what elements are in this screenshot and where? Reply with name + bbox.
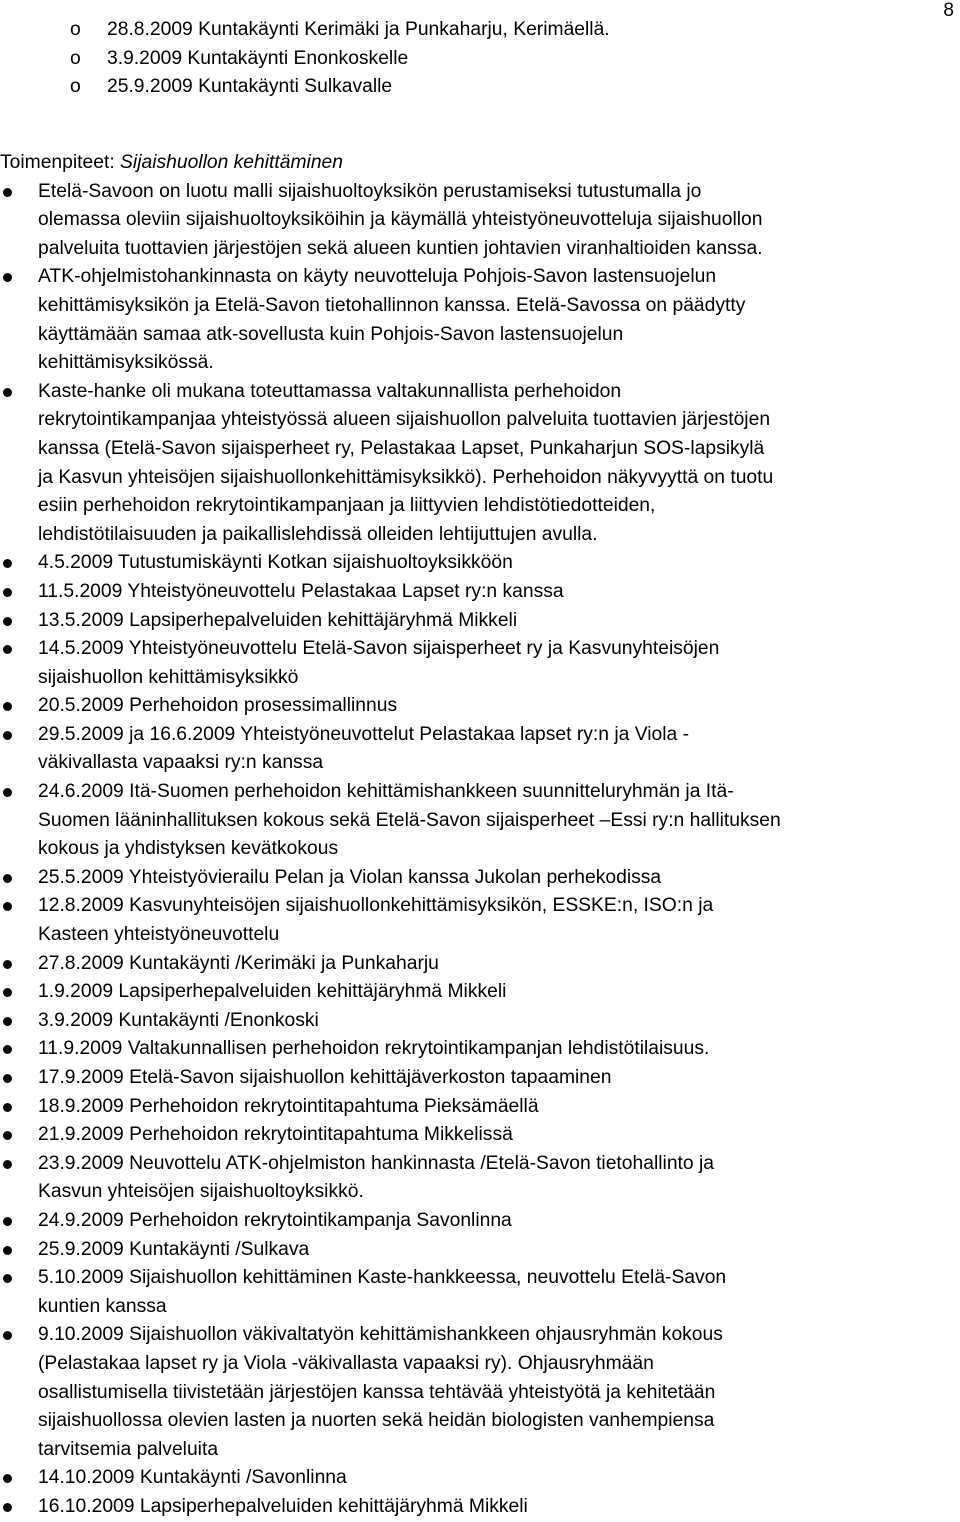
bullet-dot-icon	[3, 1131, 12, 1140]
bullet-item	[0, 778, 955, 864]
bullet-dot-icon	[3, 388, 12, 397]
bullet-dot-icon	[3, 617, 12, 626]
bullet-dot-icon	[3, 1103, 12, 1112]
bullet-text-line: käyttämään samaa atk-sovellusta kuin Pohjois-Savon lastensuojelun	[38, 323, 624, 345]
bullet-item	[0, 549, 955, 578]
sub-item	[70, 45, 930, 74]
bullet-item	[0, 721, 955, 778]
bullet-item	[0, 378, 955, 550]
bullet-text-line: 11.5.2009 Yhteistyöneuvottelu Pelastakaa Lapset ry:n kanssa	[38, 580, 564, 602]
bullet-item	[0, 1150, 955, 1207]
bullet-item	[0, 978, 955, 1007]
bullet-text-line: Etelä-Savoon on luotu malli sijaishuoltoyksikön perustamiseksi tutustumalla jo	[38, 180, 702, 202]
bullet-text-line: palveluita tuottavien järjestöjen sekä alueen kuntien johtavien viranhaltioiden kanssa.	[38, 237, 763, 259]
bullet-dot-icon	[3, 1474, 12, 1483]
bullet-text-line: 5.10.2009 Sijaishuollon kehittäminen Kaste-hankkeessa, neuvottelu Etelä-Savon	[38, 1267, 727, 1289]
page-number: 8	[943, 0, 954, 21]
bullet-text-line: rekrytointikampanjaa yhteistyössä alueen sijaishuollon palveluita tuottavien järjestöjen	[38, 409, 771, 431]
bullet-item	[0, 1121, 955, 1150]
bullet-text-line: (Pelastakaa lapset ry ja Viola -väkivallasta vapaaksi ry). Ohjausryhmään	[38, 1352, 654, 1374]
bullet-item	[0, 1264, 955, 1321]
bullet-text-line: 24.9.2009 Perhehoidon rekrytointikampanja Savonlinna	[38, 1209, 512, 1231]
bullet-dot-icon	[3, 1246, 12, 1255]
bullet-text-line: Kasteen yhteistyöneuvottelu	[38, 924, 280, 946]
bullet-text-line: 11.9.2009 Valtakunnallisen perhehoidon rekrytointikampanjan lehdistötilaisuus.	[38, 1038, 710, 1060]
bullet-text-line: 14.5.2009 Yhteistyöneuvottelu Etelä-Savon sijaisperheet ry ja Kasvunyhteisöjen	[38, 638, 720, 660]
sub-item-marker: o	[70, 19, 81, 40]
bullet-text-line: ja Kasvun yhteisöjen sijaishuollonkehittämisyksikkö). Perhehoidon näkyvyyttä on tuotu	[38, 466, 774, 488]
bullet-text-line: 18.9.2009 Perhehoidon rekrytointitapahtuma Pieksämäellä	[38, 1095, 539, 1117]
bullet-item	[0, 1093, 955, 1122]
bullet-text-line: kokous ja yhdistyksen kevätkokous	[38, 838, 339, 860]
bullet-item	[0, 892, 955, 949]
bullet-text-line: 27.8.2009 Kuntakäynti /Kerimäki ja Punkaharju	[38, 952, 439, 974]
bullet-text-line: 13.5.2009 Lapsiperhepalveluiden kehittäjäryhmä Mikkeli	[38, 609, 518, 631]
bullet-dot-icon	[3, 731, 12, 740]
bullet-text-line: 14.10.2009 Kuntakäynti /Savonlinna	[38, 1467, 347, 1489]
bullet-text-line: sijaishuollon kehittämisyksikkö	[38, 666, 299, 688]
bullet-dot-icon	[3, 960, 12, 969]
bullet-item	[0, 1321, 955, 1464]
sub-item-text: 3.9.2009 Kuntakäynti Enonkoskelle	[107, 47, 409, 69]
bullet-dot-icon	[3, 188, 12, 197]
bullet-dot-icon	[3, 874, 12, 883]
sub-item-list	[70, 16, 930, 102]
bullet-item	[0, 950, 955, 979]
bullet-list	[0, 178, 955, 1522]
bullet-text-line: osallistumisella tiivistetään järjestöjen kanssa tehtävää yhteistyötä ja kehitetään	[38, 1381, 716, 1403]
sub-item	[70, 73, 930, 102]
bullet-dot-icon	[3, 1503, 12, 1512]
bullet-item	[0, 864, 955, 893]
bullet-dot-icon	[3, 273, 12, 282]
bullet-dot-icon	[3, 1217, 12, 1226]
bullet-text-line: sijaishuollossa olevien lasten ja nuorten sekä heidän biologisten vanhempiensa	[38, 1410, 715, 1432]
bullet-text-line: 20.5.2009 Perhehoidon prosessimallinnus	[38, 695, 398, 717]
bullet-dot-icon	[3, 559, 12, 568]
bullet-item	[0, 692, 955, 721]
bullet-text-line: 4.5.2009 Tutustumiskäynti Kotkan sijaishuoltoyksikköön	[38, 552, 513, 574]
bullet-text-line: 12.8.2009 Kasvunyhteisöjen sijaishuollonkehittämisyksikön, ESSKE:n, ISO:n ja	[38, 895, 714, 917]
bullet-dot-icon	[3, 1017, 12, 1026]
sub-item-text: 28.8.2009 Kuntakäynti Kerimäki ja Punkaharju, Kerimäellä.	[107, 19, 610, 40]
bullet-item	[0, 1236, 955, 1265]
bullet-text-line: 17.9.2009 Etelä-Savon sijaishuollon kehittäjäverkoston tapaaminen	[38, 1067, 612, 1088]
bullet-item	[0, 1207, 955, 1236]
bullet-text-line: 3.9.2009 Kuntakäynti /Enonkoski	[38, 1009, 319, 1031]
heading-label: Toimenpiteet:	[0, 152, 121, 173]
bullet-text-line: kuntien kanssa	[38, 1295, 167, 1317]
bullet-item	[0, 1464, 955, 1493]
bullet-text-line: 25.9.2009 Kuntakäynti /Sulkava	[38, 1238, 310, 1260]
bullet-dot-icon	[3, 1331, 12, 1340]
bullet-dot-icon	[3, 1074, 12, 1083]
bullet-item	[0, 1035, 955, 1064]
bullet-dot-icon	[3, 1274, 12, 1283]
measures-section	[0, 149, 955, 1522]
sub-item-marker: o	[70, 76, 81, 98]
bullet-dot-icon	[3, 1045, 12, 1054]
bullet-item	[0, 1064, 955, 1093]
bullet-item	[0, 607, 955, 636]
bullet-text-line: kehittämisyksikön ja Etelä-Savon tietohallinnon kanssa. Etelä-Savossa on päädytty	[38, 294, 746, 316]
heading-topic: Sijaishuollon kehittäminen	[120, 152, 343, 173]
sub-item-text: 25.9.2009 Kuntakäynti Sulkavalle	[107, 76, 393, 98]
bullet-item	[0, 578, 955, 607]
bullet-text-line: 29.5.2009 ja 16.6.2009 Yhteistyöneuvottelut Pelastakaa lapset ry:n ja Viola -	[38, 723, 690, 745]
bullet-item	[0, 1007, 955, 1036]
bullet-dot-icon	[3, 645, 12, 654]
bullet-text-line: Suomen lääninhallituksen kokous sekä Etelä-Savon sijaisperheet –Essi ry:n hallituksen	[38, 809, 781, 831]
bullet-text-line: 1.9.2009 Lapsiperhepalveluiden kehittäjäryhmä Mikkeli	[38, 981, 507, 1003]
bullet-dot-icon	[3, 1160, 12, 1169]
bullet-text-line: 23.9.2009 Neuvottelu ATK-ohjelmiston hankinnasta /Etelä-Savon tietohallinto ja	[38, 1152, 714, 1174]
sub-item-marker: o	[70, 47, 81, 69]
bullet-text-line: lehdistötilaisuuden ja paikallislehdissä olleiden lehtijuttujen avulla.	[38, 523, 598, 545]
bullet-text-line: 25.5.2009 Yhteistyövierailu Pelan ja Violan kanssa Jukolan perhekodissa	[38, 866, 662, 888]
bullet-text-line: olemassa oleviin sijaishuoltoyksiköihin ja käymällä yhteistyöneuvotteluja sijaishuollon	[38, 209, 763, 231]
bullet-item	[0, 635, 955, 692]
bullet-dot-icon	[3, 902, 12, 911]
bullet-item	[0, 263, 955, 377]
bullet-dot-icon	[3, 788, 12, 797]
bullet-item	[0, 178, 955, 264]
bullet-text-line: Kasvun yhteisöjen sijaishuoltoyksikkö.	[38, 1181, 364, 1203]
bullet-dot-icon	[3, 588, 12, 597]
bullet-dot-icon	[3, 988, 12, 997]
bullet-text-line: 16.10.2009 Lapsiperhepalveluiden kehittäjäryhmä Mikkeli	[38, 1495, 528, 1517]
bullet-text-line: 21.9.2009 Perhehoidon rekrytointitapahtuma Mikkelissä	[38, 1124, 513, 1146]
bullet-text-line: tarvitsemia palveluita	[38, 1438, 219, 1460]
bullet-item	[0, 1493, 955, 1522]
bullet-text-line: 24.6.2009 Itä-Suomen perhehoidon kehittämishankkeen suunnitteluryhmän ja Itä-	[38, 781, 734, 803]
sub-item	[70, 16, 930, 45]
bullet-text-line: väkivallasta vapaaksi ry:n kanssa	[38, 752, 324, 774]
bullet-text-line: kanssa (Etelä-Savon sijaisperheet ry, Pelastakaa Lapset, Punkaharjun SOS-lapsikylä	[38, 437, 765, 459]
bullet-text-line: kehittämisyksikössä.	[38, 352, 214, 374]
section-heading	[0, 149, 955, 178]
bullet-text-line: 9.10.2009 Sijaishuollon väkivaltatyön kehittämishankkeen ohjausryhmän kokous	[38, 1324, 723, 1346]
bullet-text-line: ATK-ohjelmistohankinnasta on käyty neuvotteluja Pohjois-Savon lastensuojelun	[38, 266, 717, 288]
bullet-dot-icon	[3, 702, 12, 711]
bullet-text-line: esiin perhehoidon rekrytointikampanjaan ja liittyvien lehdistötiedotteiden,	[38, 495, 656, 517]
bullet-text-line: Kaste-hanke oli mukana toteuttamassa valtakunnallista perhehoidon	[38, 380, 622, 402]
